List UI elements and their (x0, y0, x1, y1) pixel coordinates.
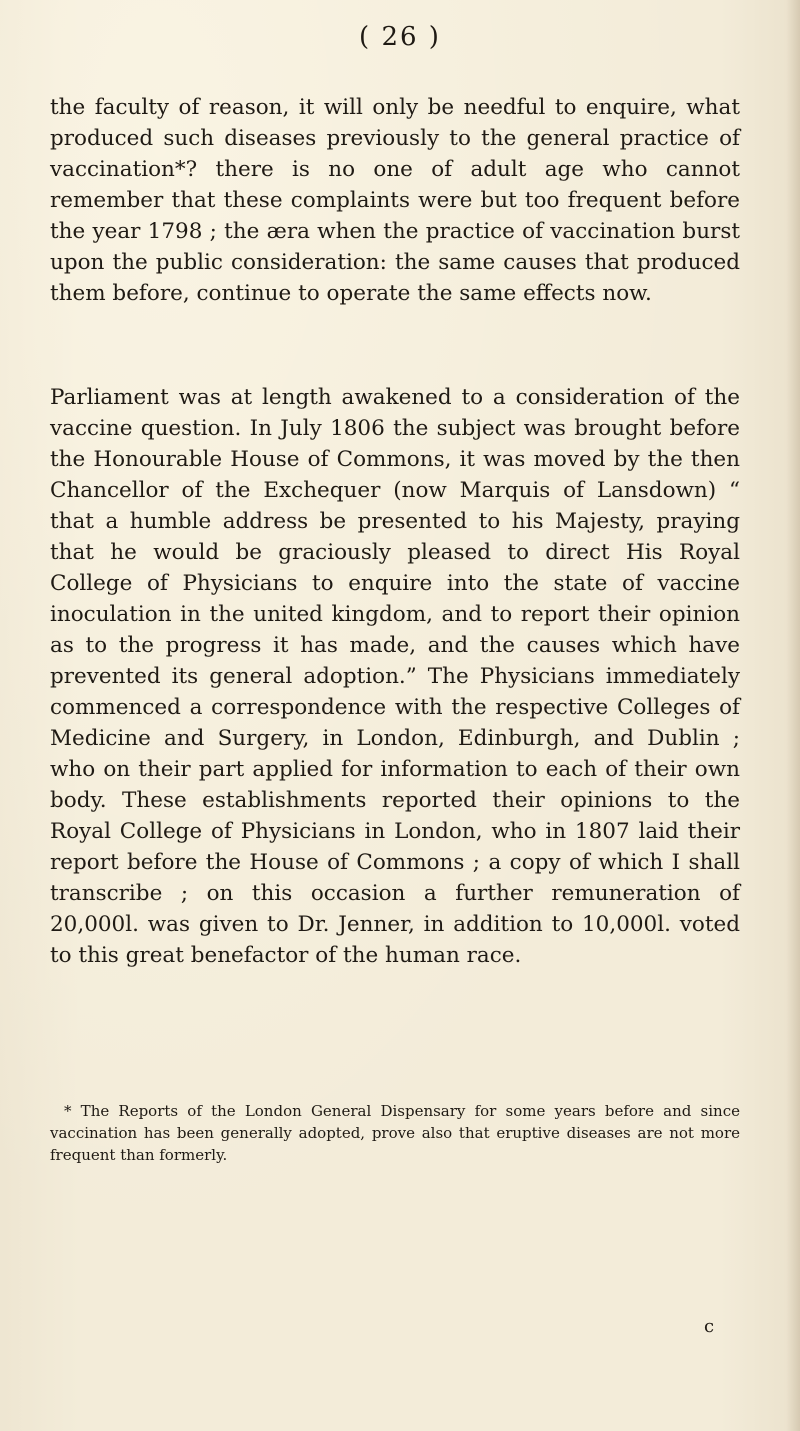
paragraph-1: the faculty of reason, it will only be needful to enquire, what produced such diseases previously to the general practice of vaccination*? there is no one of adult age who cannot remember that these complaints were but too frequent before the year 1798 ; the æra when the practice of vaccination burst upon the public consideration: the same causes that produced them before, continue to operate the same effects now. (50, 95, 740, 306)
page-edge-shadow (786, 0, 800, 1431)
signature-mark: c (704, 1316, 715, 1337)
paragraph-2: Parliament was at length awakened to a consideration of the vaccine question. In July 1806 the subject was brought before the Honourable House of Commons, it was moved by the then Chancellor of the Exchequer (now Marquis of Lansdown) “ that a humble address be presented to his Majesty, praying that he would be graciously pleased to direct His Royal College of Physicians to enquire into the state of vaccine inoculation in the united kingdom, and to report their opinion as to the progress it has made, and the causes which have prevented its general adoption.” The Physicians immediately commenced a correspondence with the respective Colleges of Medicine and Surgery, in London, Edinburgh, and Dublin ; who on their part applied for information to each of their own body. These establishments reported their opinions to the Royal College of Physicians in London, who in 1807 laid their report before the House of Commons ; a copy of which I shall transcribe ; on this occasion a further remuneration of 20,000l. was given to Dr. Jenner, in addition to 10,000l. voted to this great benefactor of the human race. (50, 385, 740, 968)
page-number-header: ( 26 ) (359, 22, 441, 52)
footnote: * The Reports of the London General Dispensary for some years before and since vaccination has been generally adopted, prove also that eruptive diseases are not more frequent than formerly. (50, 1102, 740, 1164)
